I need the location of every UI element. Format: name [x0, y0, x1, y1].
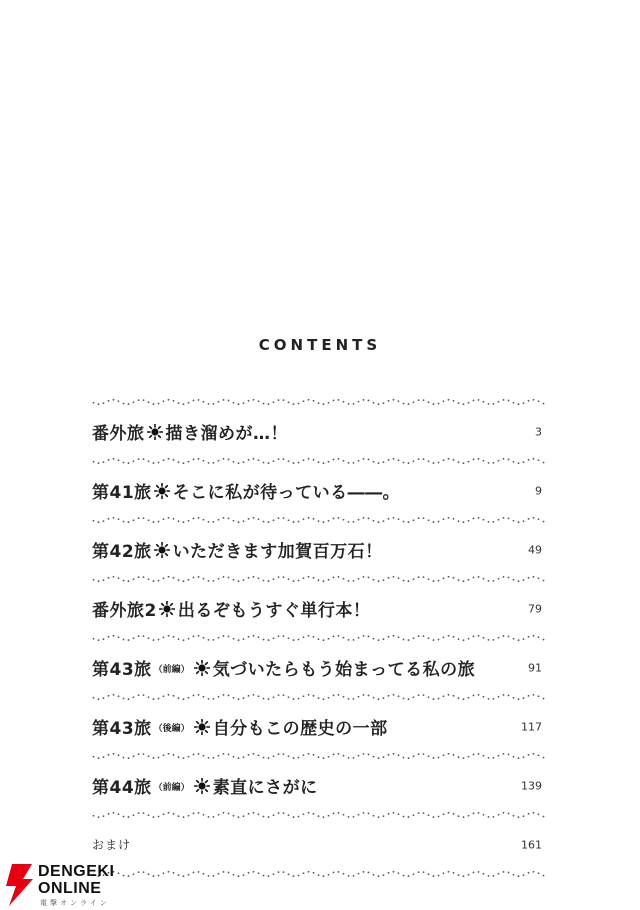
toc-entry — [92, 587, 546, 630]
toc-entry-text — [92, 596, 370, 621]
chapter-title: そこに私が待っている――。 — [172, 483, 401, 503]
wavy-divider — [92, 866, 546, 882]
wavy-divider — [92, 394, 546, 410]
page-number: 91 — [528, 661, 542, 674]
wavy-divider — [92, 630, 546, 646]
page-number: 139 — [521, 779, 542, 792]
contents-heading: CONTENTS — [258, 336, 382, 354]
toc-entry — [92, 764, 546, 807]
sun-icon — [154, 483, 170, 499]
sun-icon — [159, 601, 175, 617]
chapter-title: 素直にさがに — [212, 778, 318, 798]
chapter-label: 第42旅 — [92, 542, 152, 562]
chapter-title: 自分もこの歴史の一部 — [212, 719, 388, 739]
chapter-title: いただきます加賀百万石！ — [172, 542, 383, 562]
sun-icon — [194, 719, 210, 735]
lightning-logo-icon — [6, 864, 34, 906]
sun-icon — [147, 424, 163, 440]
page-number: 9 — [535, 484, 542, 497]
chapter-title: 気づいたらもう始まってる私の旅 — [212, 660, 476, 680]
chapter-part: （後編） — [153, 724, 190, 734]
page-number: 3 — [535, 425, 542, 438]
toc-entry-text — [92, 478, 400, 503]
wavy-divider — [92, 512, 546, 528]
toc-entry-text — [92, 419, 288, 444]
watermark-line-2: ONLINE — [38, 880, 102, 897]
dengeki-online-watermark — [6, 862, 136, 910]
toc-entry — [92, 646, 546, 689]
chapter-title: 出るぞもうすぐ単行本！ — [177, 601, 371, 621]
chapter-label: 第41旅 — [92, 483, 152, 503]
wavy-divider — [92, 453, 546, 469]
wavy-divider — [92, 748, 546, 764]
page-number: 117 — [521, 720, 542, 733]
toc-entry — [92, 528, 546, 571]
page-number: 79 — [528, 602, 542, 615]
watermark-line-1: DENGEKI — [38, 863, 115, 880]
sun-icon — [194, 778, 210, 794]
toc-entry — [92, 410, 546, 453]
chapter-label: 番外旅2 — [92, 601, 157, 621]
chapter-label: 第43旅 — [92, 719, 152, 739]
toc-entry-text — [92, 537, 383, 562]
chapter-part: （前編） — [153, 783, 190, 793]
chapter-label: 第44旅 — [92, 778, 152, 798]
toc-entry-text — [92, 655, 475, 680]
toc-entry-text — [92, 773, 318, 798]
chapter-part: （前編） — [153, 665, 190, 675]
sun-icon — [194, 660, 210, 676]
watermark-line-3: 電撃オンライン — [40, 899, 110, 907]
toc-entry-text — [92, 836, 131, 853]
sun-icon — [154, 542, 170, 558]
chapter-title: 描き溜めが…！ — [165, 424, 288, 444]
toc-entry-extra — [92, 823, 546, 866]
toc-entry — [92, 469, 546, 512]
toc-entry — [92, 705, 546, 748]
wavy-divider — [92, 571, 546, 587]
page-number: 49 — [528, 543, 542, 556]
toc-entry-text — [92, 714, 388, 739]
extra-title: おまけ — [92, 838, 132, 852]
chapter-label: 第43旅 — [92, 660, 152, 680]
wavy-divider — [92, 807, 546, 823]
wavy-divider — [92, 689, 546, 705]
page-number: 161 — [521, 838, 542, 851]
table-of-contents — [92, 394, 546, 882]
chapter-label: 番外旅 — [92, 424, 145, 444]
